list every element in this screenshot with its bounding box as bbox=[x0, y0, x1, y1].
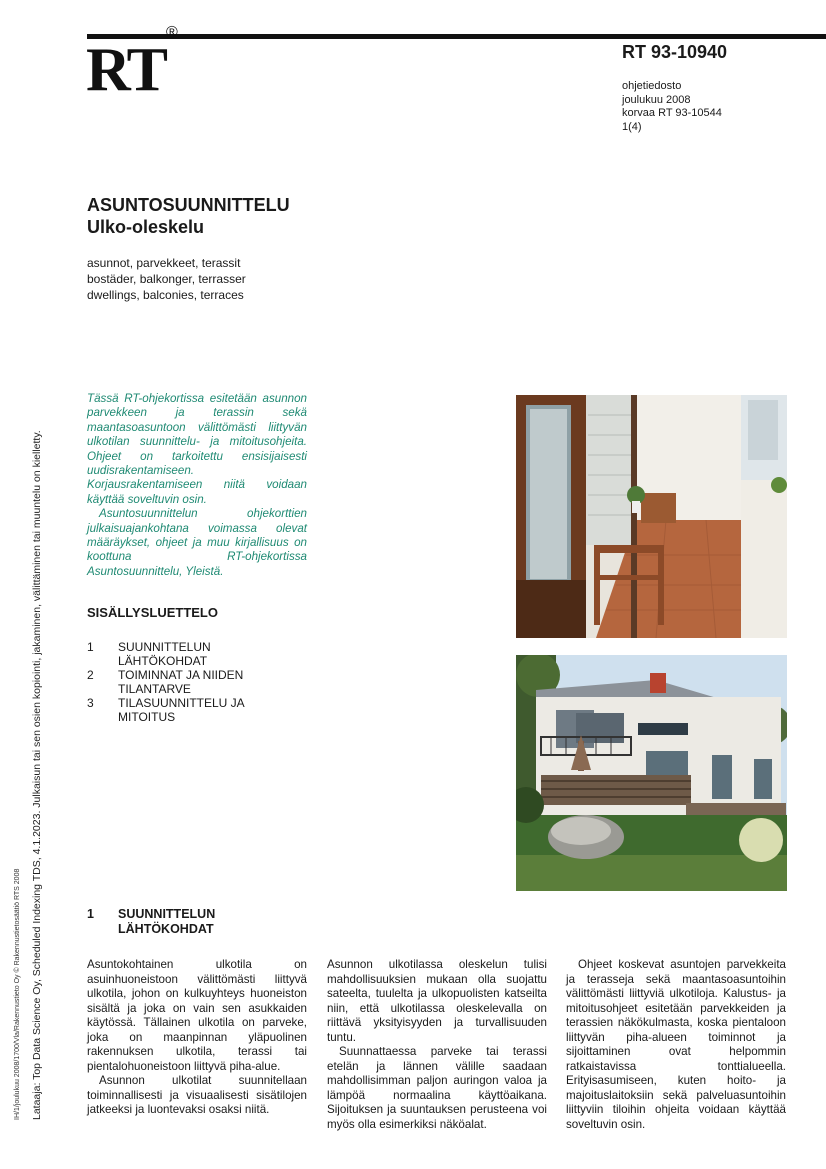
keywords-en: dwellings, balconies, terraces bbox=[87, 288, 244, 302]
rt-logo: RT® bbox=[86, 24, 178, 105]
toc-item: 2 TOIMINNAT JA NIIDEN TILANTARVE bbox=[87, 668, 244, 696]
intro-text bbox=[87, 392, 307, 579]
balcony-photo-icon bbox=[516, 395, 787, 638]
body-paragraph: Asuntokohtainen ulkotila on asuinhuoneistoon välittömästi liittyvä ulkotila, johon on kulkuyhteys huoneiston sisältä ja joka on vain sen asukkaiden käytössä. Tällainen ulkotila on parveke, joka on maanpinnan yläpuolinen rakennuksen ulkotila, terassi tai pientalohuoneistoon liittyvä piha-alue. bbox=[87, 958, 307, 1073]
doc-replaces: korvaa RT 93-10544 bbox=[622, 107, 722, 119]
text-column-1 bbox=[87, 958, 307, 1118]
house-photo-icon bbox=[516, 655, 787, 891]
body-paragraph: Ohjeet koskevat asuntojen parvekkeita ja terasseja sekä maantasoasuntoihin välittömästi liittyviä ulkotiloja. Kalustus- ja mitoitusohjeet esitetään parvekkeiden ja terassien näkökulmasta, koska pientaloon liittyvän piha-alueen toiminnot ja sijoittaminen ovat helpommin ratkaistavissa tonttialueella. Erityisasumiseen, kuten hoito- ja majoituslaitoksiin sekä palveluasuntoihin liittyviin tiloihin ohjeita voidaan käyttää soveltuvin osin. bbox=[566, 958, 786, 1131]
toc-item: 3 TILASUUNNITTELU JA MITOITUS bbox=[87, 696, 245, 724]
keywords bbox=[87, 255, 246, 303]
doc-date: joulukuu 2008 bbox=[622, 93, 691, 106]
document-number: RT 93-10940 bbox=[622, 42, 728, 62]
intro-paragraph: Asuntosuunnittelun ohjekorttien julkaisuajankohtana voimassa olevat määräykset, ohjeet ja muu kirjallisuus on koottuna RT-ohjekortissa Asuntosuunnittelu, Yleistä. bbox=[87, 507, 307, 578]
document-meta bbox=[622, 80, 722, 134]
download-notice: Lataaja: Top Data Science Oy, Scheduled Indexing TDS, 4.1.2023. Julkaisun tai sen osien kopiointi, jakaminen, välittäminen tai muuntelu on kielletty. bbox=[31, 430, 43, 1120]
body-paragraph: Suunnattaessa parveke tai terassi etelän ja lännen välille saadaan mahdollisimman paljon auringon valoa ja lämpöä normaalina käyttöaikana. Sijoituksen ja suuntauksen perusteena voi myös olla esimerkiksi näköalat. bbox=[327, 1045, 547, 1131]
doc-type: ohjetiedosto bbox=[622, 80, 682, 92]
title-main: ASUNTOSUUNNITTELU bbox=[87, 195, 290, 215]
text-column-3 bbox=[566, 958, 786, 1132]
title-sub: Ulko-oleskelu bbox=[87, 217, 205, 237]
body-paragraph: Asunnon ulkotilassa oleskelun tulisi mahdollisuuksien mukaan olla suojattu sateelta, tuulelta ja ulkopuolisten katseilta niin, että ulkotilassa oleskelevalla on riittävä yksityisyyden ja turvallisuuden tuntu. bbox=[327, 958, 547, 1044]
intro-paragraph: Tässä RT-ohjekortissa esitetään asunnon parvekkeen ja terassin sekä maantasoasuntoon välittömästi liittyvän ulkotilan suunnittelu- ja mitoitusohjeita. Ohjeet on tarkoitettu ensisijaisesti uudisrakentamiseen. Korjausrakentamiseen niitä voidaan käyttää soveltuvin osin. bbox=[87, 392, 307, 506]
keywords-fi: asunnot, parvekkeet, terassit bbox=[87, 256, 241, 270]
header-rule bbox=[87, 34, 826, 39]
page-title bbox=[87, 194, 290, 238]
section-heading: 1 SUUNNITTELUN LÄHTÖKOHDAT bbox=[87, 907, 216, 936]
print-info: IH/1/joulukuu 2008/1700/Vla/Rakennustieto Oy © Rakennustietosäätiö RTS 2008 bbox=[14, 868, 21, 1120]
table-of-contents bbox=[87, 640, 278, 724]
page-count: 1(4) bbox=[622, 120, 642, 133]
toc-title: SISÄLLYSLUETTELO bbox=[87, 605, 218, 620]
keywords-sv: bostäder, balkonger, terrasser bbox=[87, 272, 246, 286]
text-column-2 bbox=[327, 958, 547, 1132]
toc-item: 1 SUUNNITTELUN LÄHTÖKOHDAT bbox=[87, 640, 211, 668]
body-paragraph: Asunnon ulkotilat suunnitellaan toiminnallisesti ja visuaalisesti sisätilojen jatkeeksi ja luontevaksi osaksi niitä. bbox=[87, 1074, 307, 1116]
